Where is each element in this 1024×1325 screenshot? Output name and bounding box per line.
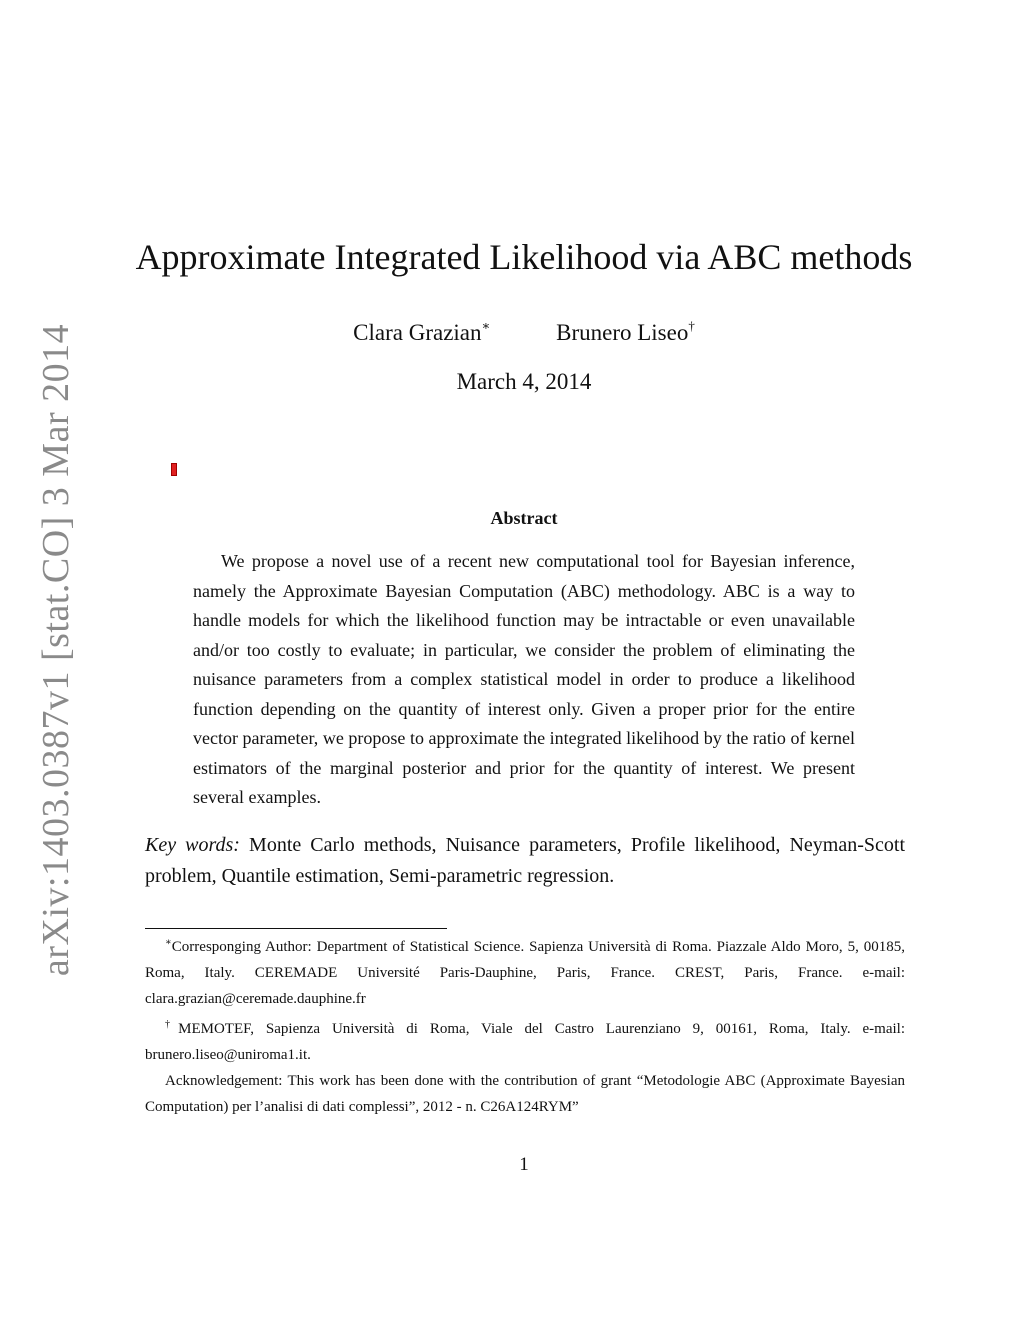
author bbox=[556, 318, 695, 346]
footnote-mark: † bbox=[165, 1019, 179, 1030]
author-name: Brunero Liseo bbox=[556, 320, 689, 345]
page-number: 1 bbox=[519, 1154, 529, 1175]
hyperlink-marker-icon bbox=[171, 463, 177, 476]
footnote-divider bbox=[145, 928, 447, 929]
abstract-heading: Abstract bbox=[490, 508, 558, 528]
arxiv-identifier: arXiv:1403.0387v1 [stat.CO] 3 Mar 2014 bbox=[35, 323, 77, 977]
author-footnote-mark[interactable]: † bbox=[688, 318, 695, 333]
abstract-text: We propose a novel use of a recent new computational tool for Bayesian inference, namely the Approximate Bayesian Computation (ABC) methodology. ABC is a way to handle models for which the likelihood function may be intractable or even unavailable and/or too costly to evaluate; in particular, we consider the problem of eliminating the nuisance parameters from a complex statistical model in order to produce a likelihood function depending on the quantity of interest only. Given a proper prior for the entire vector parameter, we propose to approximate the integrated likelihood by the ratio of kernel estimators of the marginal posterior and prior for the quantity of interest. We present several examples. bbox=[193, 551, 855, 807]
footnote-text: Acknowledgement: This work has been done with the contribution of grant “Metodologie ABC (Approximate Bayesian Computation) per l’analisi di dati complessi”, 2012 - n. C26A124RYM” bbox=[145, 1073, 905, 1115]
author-footnote-mark[interactable]: ∗ bbox=[481, 318, 491, 333]
footnote-text: Corresponging Author: Department of Statistical Science. Sapienza Università di Roma. Piazzale Aldo Moro, 5, 00185, Roma, Italy. CEREMADE Université Paris-Dauphine, Paris, France. CREST, Paris, France. e-mail: clara.grazian@ceremade.dauphine.fr bbox=[145, 939, 905, 1007]
footnote-mark: ∗ bbox=[165, 937, 172, 948]
footnote bbox=[145, 930, 905, 1012]
keywords bbox=[145, 830, 905, 892]
author-name: Clara Grazian bbox=[353, 320, 482, 345]
author-list bbox=[0, 318, 1024, 346]
footnote bbox=[145, 1012, 905, 1068]
author bbox=[353, 318, 490, 346]
footnote-text: MEMOTEF, Sapienza Università di Roma, Viale del Castro Laurenziano 9, 00161, Roma, Italy. e-mail: brunero.liseo@uniroma1.it. bbox=[145, 1021, 905, 1063]
keywords-text: Monte Carlo methods, Nuisance parameters, Profile likelihood, Neyman-Scott problem, Quantile estimation, Semi-parametric regression. bbox=[145, 834, 905, 887]
paper-title: Approximate Integrated Likelihood via ABC methods bbox=[135, 237, 913, 277]
footnotes bbox=[145, 930, 905, 1120]
paper-date: March 4, 2014 bbox=[456, 369, 592, 394]
footnote bbox=[145, 1068, 905, 1120]
keywords-label: Key words: bbox=[145, 834, 240, 856]
